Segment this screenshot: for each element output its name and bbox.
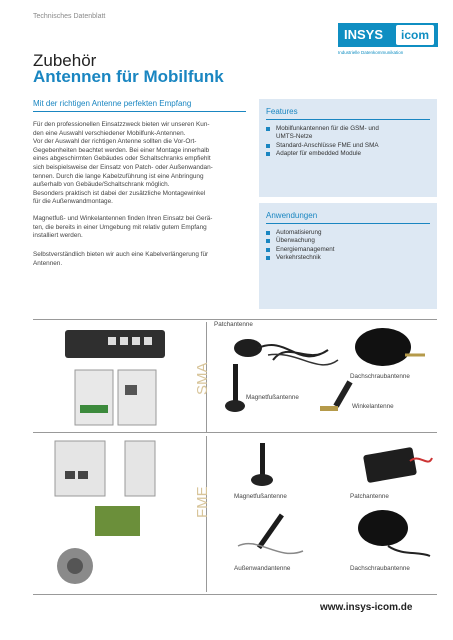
intro-heading: Mit der richtigen Antenne perfekten Empfang [33, 99, 192, 108]
list-item: Verkehrstechnik [266, 254, 334, 262]
embedded-devices-image [50, 436, 190, 596]
router-devices-image [60, 325, 180, 430]
applications-divider [266, 223, 430, 224]
list-item: Überwachung [266, 237, 334, 245]
din-rail-module-right [118, 370, 156, 425]
intro-divider [33, 111, 246, 112]
text-line: Besonders praktisch ist dabei der zusätzliche Montagewinkel [33, 189, 206, 197]
text-line: tennen. Durch die lange Kabelzuführung ist eine Anbringung [33, 172, 204, 180]
patch-body [234, 339, 262, 357]
sma-winkel-caption: Winkelantenne [352, 403, 394, 410]
page-title: Zubehör [33, 51, 97, 70]
text-line: Vor der Auswahl der richtigen Antenne sollten die Vor-Ort- [33, 138, 197, 146]
section-divider-middle [33, 432, 437, 433]
sma-section-label: SMA [194, 362, 211, 395]
features-box [259, 99, 437, 197]
fme-dach-antenna-image [348, 506, 433, 561]
list-item: Mobilfunkantennen für die GSM- und [266, 125, 379, 133]
applications-box [259, 203, 437, 309]
text-line: eines abgeschirmten Gebäudes oder Schaltschranks empfiehlt [33, 155, 211, 163]
circuit-board [95, 506, 140, 536]
page-subtitle: Antennen für Mobilfunk [33, 67, 224, 86]
list-item: Adapter für embedded Module [266, 150, 379, 158]
applications-list [266, 229, 334, 263]
fme-patch-antenna-image [360, 443, 435, 488]
logo-insys-text: INSYS [344, 27, 384, 42]
text-line: Antennen. [33, 259, 63, 267]
features-divider [266, 119, 430, 120]
text-line: für die Außenwandmontage. [33, 198, 113, 206]
list-item: Automatisierung [266, 229, 334, 237]
intro-paragraph-3 [33, 251, 247, 268]
document-type-label: Technisches Datenblatt [33, 13, 106, 20]
fme-aussen-antenna-image [228, 506, 308, 561]
device-left [55, 441, 105, 496]
logo-mark [338, 23, 438, 47]
fme-patch-caption: Patchantenne [350, 493, 389, 500]
text-line: außerhalb von Gebäude/Schaltschrank möglich. [33, 181, 170, 189]
text-line: Selbstverständlich bieten wir auch eine Kabelverlängerung für [33, 251, 209, 258]
text-line: den eine Auswahl verschiedener Mobilfunk-Antennen. [33, 129, 186, 137]
device-right [125, 441, 155, 496]
features-list [266, 125, 379, 159]
text-line: Gegebenheiten beachtet werden. Bei einer Montage innerhalb [33, 146, 210, 154]
fme-magnet-antenna-image [245, 440, 280, 490]
sma-dach-caption: Dachschraubantenne [350, 373, 410, 380]
sma-magnet-caption: Magnetfußantenne [246, 394, 299, 401]
footer-website-url: www.insys-icom.de [320, 602, 413, 613]
intro-paragraph-1 [33, 121, 247, 207]
text-line: installiert werden. [33, 232, 83, 240]
text-line: Magnetfuß- und Winkelantennen finden Ihren Einsatz bei Gerä- [33, 215, 213, 222]
text-line: Für den professionellen Einsatzzweck bieten wir unseren Kun- [33, 121, 210, 128]
applications-title: Anwendungen [266, 211, 318, 220]
sma-dach-antenna-image [345, 325, 430, 370]
text-line: ten, die bereits in einer Umgebung mit relativ gutem Empfang [33, 223, 207, 231]
list-item: Energiemanagement [266, 246, 334, 254]
din-rail-module-left [75, 370, 113, 425]
fme-aussen-caption: Außenwandantenne [234, 565, 291, 572]
logo-icom-text: icom [396, 25, 434, 45]
section-divider-bottom [33, 594, 437, 595]
whip [233, 364, 238, 404]
sma-winkel-antenna-image [310, 378, 365, 420]
sma-patch-caption: Patchantenne [214, 321, 253, 328]
list-item: Standard-Anschlüsse FME und SMA [266, 142, 379, 150]
dach-body [355, 328, 411, 366]
fme-dach-caption: Dachschraubantenne [350, 565, 410, 572]
intro-paragraph-2 [33, 215, 247, 241]
logo-tagline: Industrielle Datenkommunikation [338, 50, 404, 55]
features-title: Features [266, 107, 298, 116]
fme-magnet-caption: Magnetfußantenne [234, 493, 287, 500]
list-item-continuation: UMTS-Netze [276, 133, 313, 141]
section-divider-top [33, 319, 437, 320]
insys-icom-logo [338, 23, 438, 57]
fme-section-label: FME [194, 486, 211, 518]
sma-magnet-antenna-image [220, 360, 250, 420]
text-line: sich beispielsweise der Einsatz von Patch- oder Außenwandan- [33, 163, 213, 171]
